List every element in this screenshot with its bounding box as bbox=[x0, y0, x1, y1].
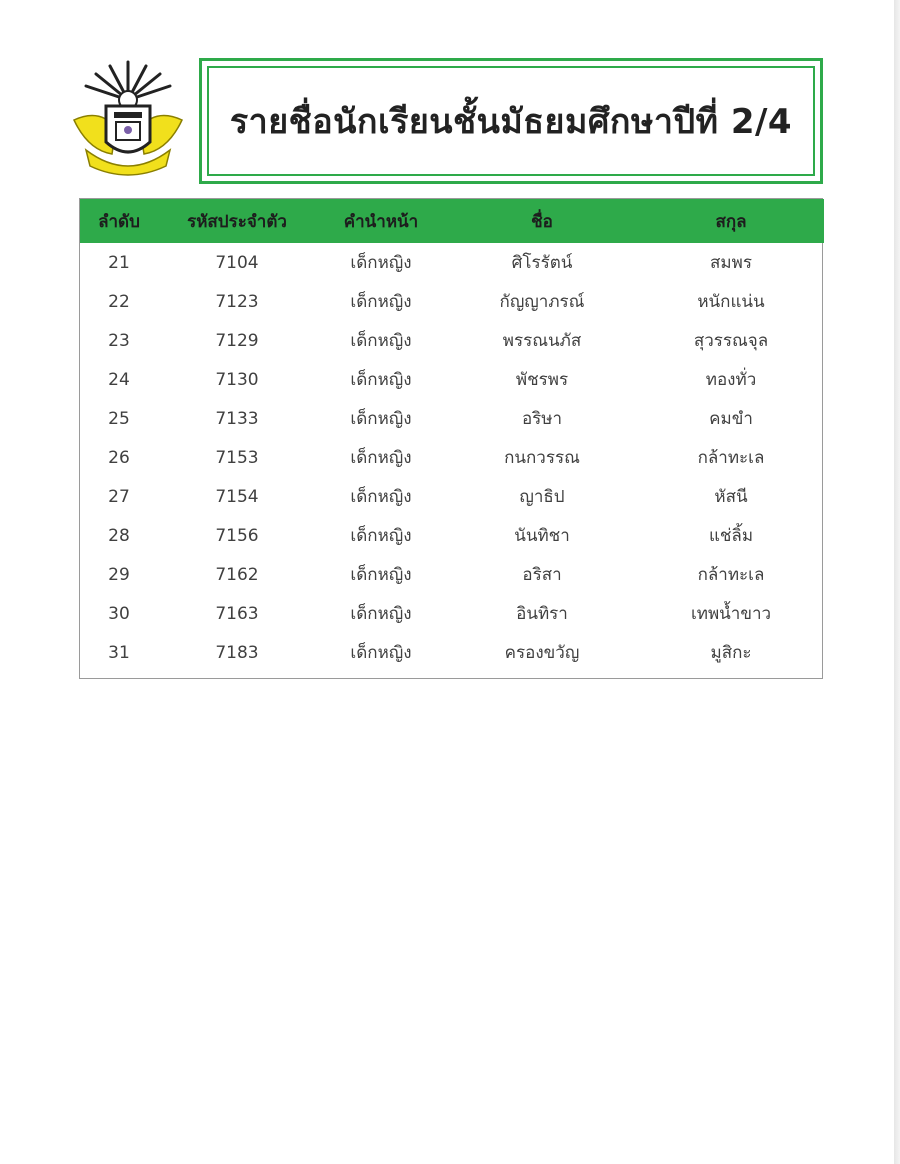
cell-student-id: 7104 bbox=[215, 252, 259, 273]
table-row bbox=[80, 321, 824, 360]
header-last-name: สกุล bbox=[715, 211, 747, 232]
header-first-name: ชื่อ bbox=[531, 211, 553, 232]
cell-no: 26 bbox=[108, 447, 130, 468]
cell-last-name: กล้าทะเล bbox=[697, 448, 765, 468]
cell-no: 28 bbox=[108, 525, 130, 546]
cell-first-name: ญาธิป bbox=[519, 487, 565, 507]
cell-last-name: สุวรรณจุล bbox=[693, 331, 769, 351]
cell-prefix: เด็กหญิง bbox=[350, 565, 412, 585]
cell-no: 24 bbox=[108, 369, 130, 390]
cell-prefix: เด็กหญิง bbox=[350, 604, 412, 624]
cell-first-name: พรรณนภัส bbox=[502, 331, 582, 351]
school-emblem-icon bbox=[66, 58, 190, 178]
cell-first-name: นันทิชา bbox=[514, 526, 570, 546]
cell-student-id: 7129 bbox=[215, 330, 259, 351]
cell-first-name: กัญญาภรณ์ bbox=[499, 292, 585, 312]
cell-first-name: อินทิรา bbox=[516, 604, 568, 624]
cell-no: 30 bbox=[108, 603, 130, 624]
table-row bbox=[80, 477, 824, 516]
table-row bbox=[80, 282, 824, 321]
header-prefix: คำนำหน้า bbox=[343, 211, 419, 232]
page-title: รายชื่อนักเรียนชั้นมัธยมศึกษาปีที่ 2/4 bbox=[229, 102, 793, 142]
cell-prefix: เด็กหญิง bbox=[350, 292, 412, 312]
title-box bbox=[199, 58, 823, 184]
cell-last-name: ทองทั่ว bbox=[705, 370, 757, 390]
header-student-id: รหัสประจำตัว bbox=[187, 211, 287, 232]
cell-no: 31 bbox=[108, 642, 130, 663]
table-row bbox=[80, 360, 824, 399]
cell-last-name: แช่ลิ้ม bbox=[708, 526, 754, 546]
cell-no: 21 bbox=[108, 252, 130, 273]
cell-last-name: หนักแน่น bbox=[697, 292, 765, 312]
header-no: ลำดับ bbox=[98, 211, 140, 232]
cell-prefix: เด็กหญิง bbox=[350, 526, 412, 546]
cell-no: 27 bbox=[108, 486, 130, 507]
cell-student-id: 7123 bbox=[215, 291, 259, 312]
cell-last-name: สมพร bbox=[710, 253, 752, 273]
table-row bbox=[80, 594, 824, 633]
cell-first-name: ศิโรรัตน์ bbox=[511, 253, 573, 273]
cell-prefix: เด็กหญิง bbox=[350, 448, 412, 468]
cell-last-name: เทพน้ำขาว bbox=[690, 604, 772, 624]
student-table-frame bbox=[79, 198, 823, 679]
cell-student-id: 7163 bbox=[215, 603, 259, 624]
table-row bbox=[80, 399, 824, 438]
cell-student-id: 7183 bbox=[215, 642, 259, 663]
cell-student-id: 7133 bbox=[215, 408, 259, 429]
cell-first-name: พัชรพร bbox=[515, 370, 569, 390]
cell-student-id: 7153 bbox=[215, 447, 259, 468]
cell-no: 25 bbox=[108, 408, 130, 429]
cell-no: 29 bbox=[108, 564, 130, 585]
cell-first-name: อริสา bbox=[522, 565, 562, 585]
cell-prefix: เด็กหญิง bbox=[350, 331, 412, 351]
cell-first-name: กนกวรรณ bbox=[504, 448, 580, 468]
cell-prefix: เด็กหญิง bbox=[350, 643, 412, 663]
cell-student-id: 7130 bbox=[215, 369, 259, 390]
cell-prefix: เด็กหญิง bbox=[350, 409, 412, 429]
cell-last-name: คมขำ bbox=[709, 409, 753, 429]
table-row bbox=[80, 516, 824, 555]
table-row bbox=[80, 243, 824, 282]
cell-first-name: อริษา bbox=[521, 409, 563, 429]
page-edge bbox=[894, 0, 900, 1164]
cell-student-id: 7162 bbox=[215, 564, 259, 585]
cell-first-name: ครองขวัญ bbox=[504, 643, 580, 663]
table-row bbox=[80, 438, 824, 477]
cell-no: 22 bbox=[108, 291, 130, 312]
cell-student-id: 7156 bbox=[215, 525, 259, 546]
cell-no: 23 bbox=[108, 330, 130, 351]
cell-last-name: มูสิกะ bbox=[710, 643, 752, 663]
table-row bbox=[80, 633, 824, 672]
student-table bbox=[80, 199, 824, 672]
cell-last-name: หัสนี bbox=[714, 487, 748, 507]
cell-prefix: เด็กหญิง bbox=[350, 253, 412, 273]
cell-student-id: 7154 bbox=[215, 486, 259, 507]
table-row bbox=[80, 555, 824, 594]
cell-prefix: เด็กหญิง bbox=[350, 487, 412, 507]
cell-prefix: เด็กหญิง bbox=[350, 370, 412, 390]
table-header-row bbox=[80, 199, 824, 243]
title-inner-frame bbox=[207, 66, 815, 176]
cell-last-name: กล้าทะเล bbox=[697, 565, 765, 585]
